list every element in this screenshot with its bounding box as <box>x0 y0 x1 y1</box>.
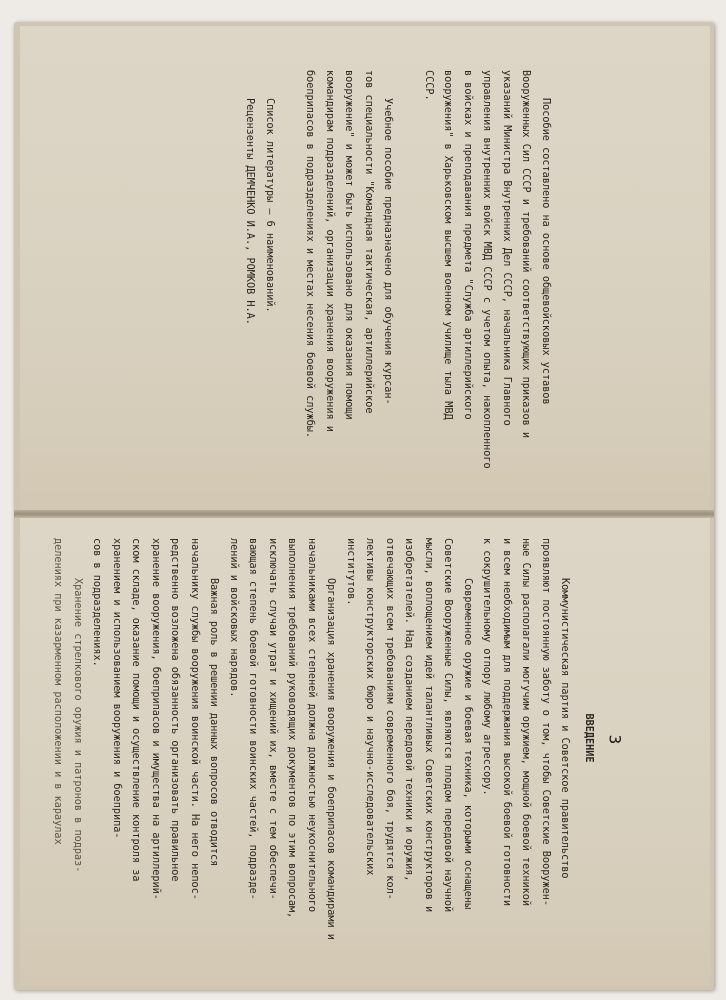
text-line: к сокрушительному отпору любому агрессору. <box>481 538 493 796</box>
text-line: изобретателей. Над созданием передовой техники и оружия, <box>403 538 415 882</box>
page-fold <box>14 510 714 518</box>
text-line: институтов. <box>345 538 356 606</box>
text-line: Коммунистическая партия и Советское правительство <box>559 578 571 879</box>
text-line: исключать случаи утрат и хищений их, вместе с тем обеспечи- <box>267 538 278 900</box>
text-line: Вооруженных Сил СССР и требований соответствующих приказов и <box>520 70 532 439</box>
text-line: Пособие составлено на основе общевойсковых уставов <box>540 98 551 405</box>
text-line: делениях при казарменном расположении и в караулах <box>52 538 64 845</box>
text-line: вооружение" и может быть использовано для оказания помощи <box>343 70 355 420</box>
text-line: хранение вооружения, боеприпасов и имущества на артиллерий- <box>150 538 161 900</box>
reviewers-line: Рецензенты ДЕМЧЕНКО И.А., РОМКОВ Н.А. <box>244 98 256 325</box>
text-line: ные Силы располагали могучим оружием, мощной боевой техникой <box>520 538 532 907</box>
text-line: ском складе, оказание помощи и осуществление контроля за <box>130 538 142 882</box>
bottom-page-text <box>48 538 598 938</box>
page-number: 3 <box>605 734 625 745</box>
text-line: и всем необходимым для поддержания высокой боевой готовности <box>501 538 512 907</box>
text-line: Современное оружие и боевая техника, которыми оснащены <box>462 578 473 910</box>
text-line: вооружения" в Харьковском высшем военном училище тыла МВД <box>442 70 454 420</box>
text-line: Хранение стрелкового оружия и патронов в подраз- <box>72 578 83 873</box>
text-line: отвечающих всем требованиям современного боя, трудятся кол- <box>384 538 395 900</box>
text-line: управления внутренних войск МВД СССР с учетом опыта, накопленного <box>481 70 493 469</box>
text-line: СССР. <box>423 70 434 101</box>
text-line: Организация хранения вооружения и боеприпасов командирами и <box>325 578 337 940</box>
text-line: Важная роль в решении данных вопросов отводится <box>208 578 220 867</box>
text-line: проявляют постоянную заботу о том, чтобы Советские Вооружен- <box>540 538 551 907</box>
text-line: выполнения требований руководящих документов по этим вопросам, <box>286 538 298 919</box>
text-line: командирам подразделений, организации хранения вооружения и <box>324 70 335 432</box>
text-line: сов в подразделениях. <box>91 538 103 667</box>
text-line: начальнику службы вооружения воинской части. На него непос- <box>189 538 200 900</box>
text-line: мысли, воплощением идей талантливых Советских конструкторов и <box>423 538 434 913</box>
text-line: хранением и использованием вооружения и боеприпа- <box>111 538 122 839</box>
text-line: лективы конструкторских бюро и научно-исследовательских <box>364 538 376 876</box>
text-line: Учебное пособие предназначено для обучения курсан- <box>382 98 394 405</box>
text-line: Советские Вооруженные Силы, являются плодом передовой научной <box>442 538 454 913</box>
top-page-text <box>240 70 555 469</box>
references-line: Список литературы – 6 наименований. <box>264 98 275 313</box>
text-line: редственно возложена обязанность организовать правильное <box>169 538 181 882</box>
text-line: боеприпасов в подразделениях и местах несения боевой службы. <box>304 70 316 439</box>
text-line: тов специальности "Командная тактическая, артиллерийское <box>363 70 374 414</box>
text-line: лений и войсковых нарядов. <box>228 538 239 698</box>
section-heading: ВВЕДЕНИЕ <box>583 713 594 763</box>
text-line: в войсках и преподавания предмета "Служба артиллерийского <box>462 70 473 420</box>
text-line: указаний Министра Внутренних Дел СССР, начальника Главного <box>501 70 512 426</box>
text-line: начальниками всех степеней должна должностью неукоснительного <box>306 538 317 913</box>
text-line: вающая степень боевой готовности воинских частей, подразде- <box>247 538 259 900</box>
